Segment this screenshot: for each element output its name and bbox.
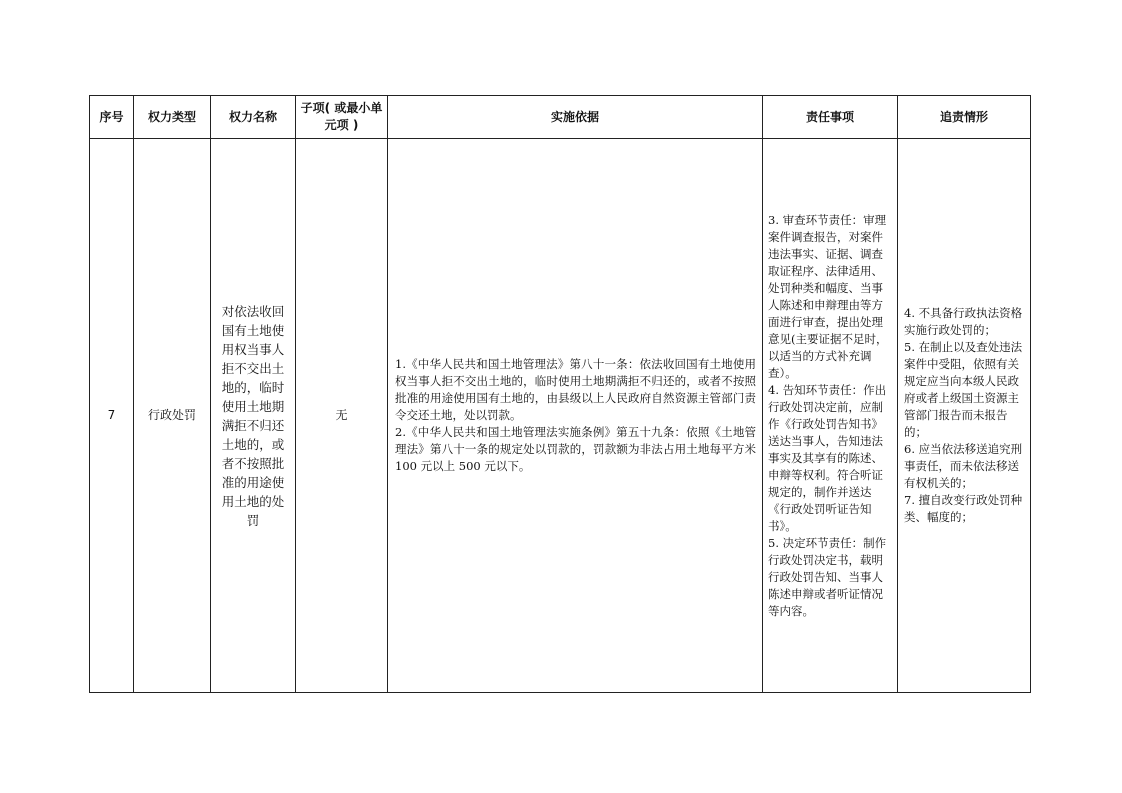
header-responsibility: 责任事项 xyxy=(763,96,898,139)
responsibility-item: 5. 决定环节责任：制作行政处罚决定书，载明行政处罚告知、当事人陈述申辩或者听证情况等内容。 xyxy=(768,535,887,618)
row-basis-cell xyxy=(388,139,763,693)
row-sub-item: 无 xyxy=(296,139,388,693)
basis-clause: 1.《中华人民共和国土地管理法》第八十一条：依法收回国有土地使用权当事人拒不交出土地的，临时使用土地期满拒不归还的，或者不按照批准的用途使用国有土地的，由县级以上人民政府自然资源主管部门责令交还土地，处以罚款。 xyxy=(395,357,756,422)
header-power-type: 权力类型 xyxy=(134,96,211,139)
row-power-type: 行政处罚 xyxy=(134,139,211,693)
row-responsibility xyxy=(763,212,897,620)
header-basis: 实施依据 xyxy=(388,96,763,139)
header-seq: 序号 xyxy=(90,96,134,139)
power-list-table xyxy=(89,95,1031,693)
header-sub-item: 子项( 或最小单元项 ) xyxy=(296,96,388,139)
table-header-row xyxy=(90,96,1031,139)
row-accountability-cell xyxy=(898,139,1031,693)
row-basis xyxy=(388,356,762,475)
row-accountability xyxy=(898,305,1030,526)
responsibility-item: 3. 审查环节责任：审理案件调查报告，对案件违法事实、证据、调查取证程序、法律适用、处罚种类和幅度、当事人陈述和申辩理由等方面进行审查，提出处理意见(主要证据不足时，以适当的方式补充调查）。 xyxy=(768,212,888,380)
responsibility-item: 4. 告知环节责任：作出行政处罚决定前，应制作《行政处罚告知书》送达当事人，告知违法事实及其享有的陈述、申辩等权利。符合听证规定的，制作并送达《行政处罚听证告知书》。 xyxy=(768,382,887,533)
accountability-item: 7. 擅自改变行政处罚种类、幅度的； xyxy=(904,493,1023,524)
accountability-item: 6. 应当依法移送追究刑事责任，而未依法移送有权机关的； xyxy=(904,442,1023,490)
header-power-name: 权力名称 xyxy=(211,96,296,139)
row-responsibility-cell xyxy=(763,139,898,693)
row-power-name-cell xyxy=(211,139,296,693)
accountability-item: 5. 在制止以及查处违法案件中受阻，依照有关规定应当向本级人民政府或者上级国土资源主管部门报告而未报告的； xyxy=(904,340,1023,439)
row-seq: 7 xyxy=(90,139,134,693)
accountability-item: 4. 不具备行政执法资格实施行政处罚的； xyxy=(904,306,1023,337)
table-row xyxy=(90,139,1031,693)
row-power-name: 对依法收回国有土地使用权当事人拒不交出土地的，临时使用土地期满拒不归还土地的，或者不按照批准的用途使用土地的处罚 xyxy=(221,303,285,528)
header-accountability: 追责情形 xyxy=(898,96,1031,139)
basis-clause: 2.《中华人民共和国土地管理法实施条例》第五十九条：依照《土地管理法》第八十一条的规定处以罚款的，罚款额为非法占用土地每平方米 100 元以上 500 元以下。 xyxy=(395,425,756,473)
